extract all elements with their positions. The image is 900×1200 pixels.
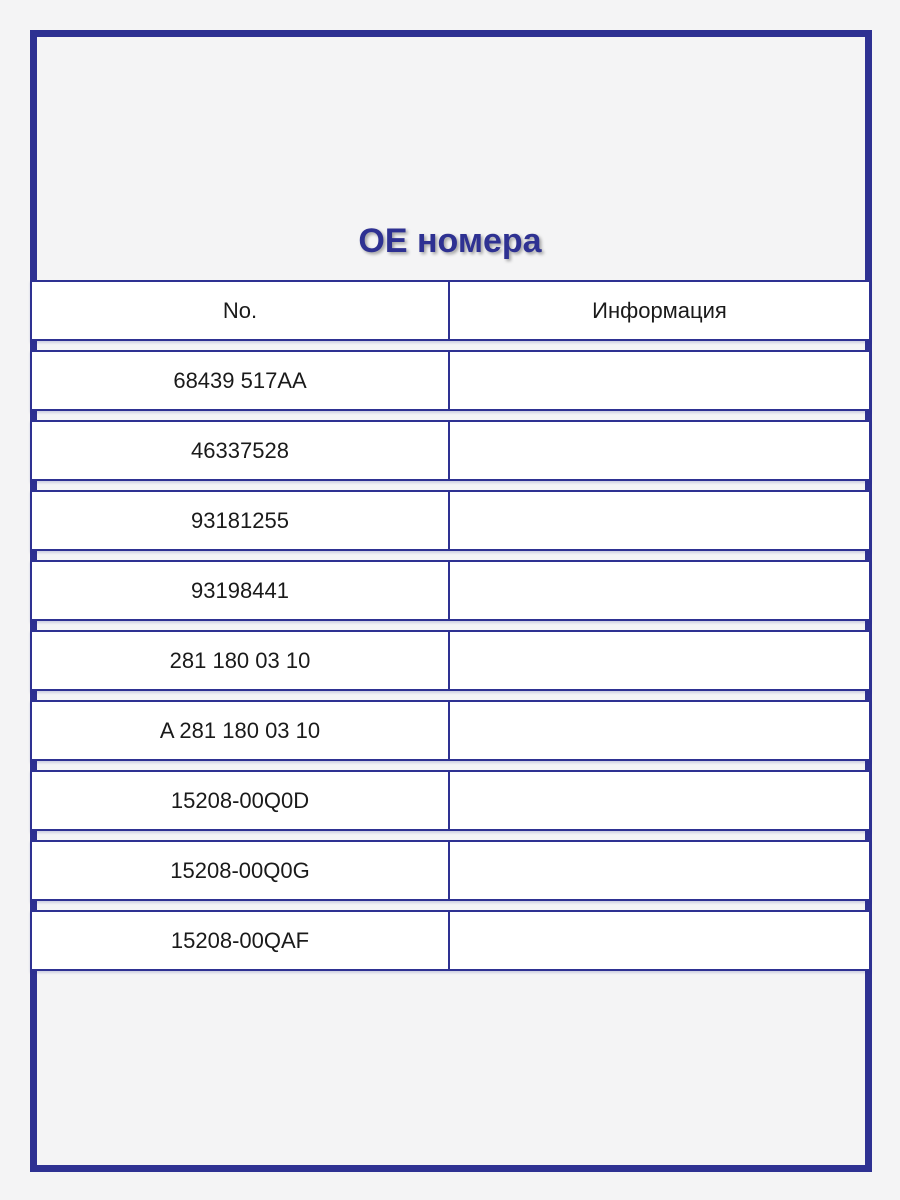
oe-number-cell: 15208-00Q0G — [30, 842, 450, 899]
table-row — [30, 420, 871, 481]
table-header-row — [30, 280, 871, 341]
oe-number-cell: 281 180 03 10 — [30, 632, 450, 689]
info-cell — [450, 492, 871, 549]
header-info: Информация — [450, 282, 871, 339]
table-row — [30, 560, 871, 621]
info-cell — [450, 842, 871, 899]
oe-number-cell: A 281 180 03 10 — [30, 702, 450, 759]
header-no: No. — [30, 282, 450, 339]
table-row — [30, 770, 871, 831]
info-cell — [450, 912, 871, 969]
oe-number-cell: 68439 517AA — [30, 352, 450, 409]
info-cell — [450, 562, 871, 619]
info-cell — [450, 422, 871, 479]
info-cell — [450, 352, 871, 409]
table-row — [30, 350, 871, 411]
info-cell — [450, 702, 871, 759]
oe-number-cell: 46337528 — [30, 422, 450, 479]
table-row — [30, 910, 871, 971]
table-row — [30, 630, 871, 691]
oe-number-cell: 93181255 — [30, 492, 450, 549]
table-row — [30, 700, 871, 761]
info-cell — [450, 772, 871, 829]
info-cell — [450, 632, 871, 689]
oe-number-cell: 15208-00QAF — [30, 912, 450, 969]
table-row — [30, 840, 871, 901]
page-title: OE номера — [358, 222, 542, 260]
oe-number-cell: 15208-00Q0D — [30, 772, 450, 829]
table-row — [30, 490, 871, 551]
oe-number-cell: 93198441 — [30, 562, 450, 619]
